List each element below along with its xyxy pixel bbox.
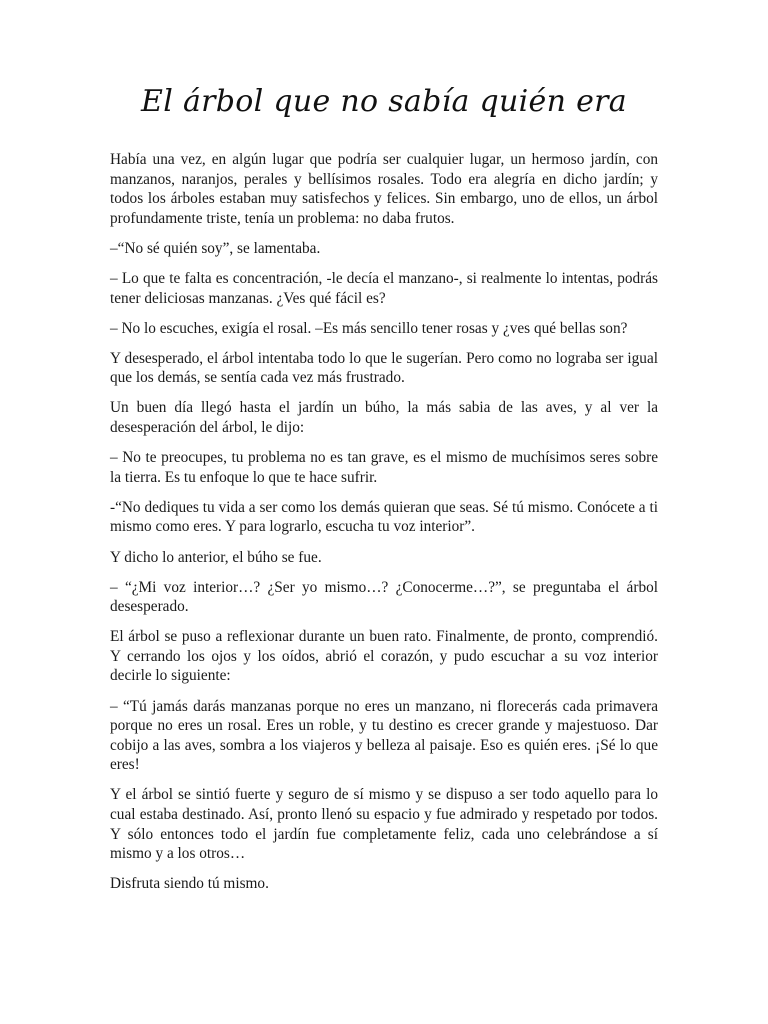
paragraph-7: – No te preocupes, tu problema no es tan grave, es el mismo de muchísimos seres sobre la tierra. Es tu enfoque lo que te hace sufrir.: [110, 449, 658, 486]
paragraph-5: Y desesperado, el árbol intentaba todo lo que le sugerían. Pero como no lograba ser igual que los demás, se sentía cada vez más frustrado.: [110, 349, 658, 387]
paragraph-14: Disfruta siendo tú mismo.: [110, 875, 269, 893]
paragraph-6: Un buen día llegó hasta el jardín un búho, la más sabia de las aves, y al ver la desesperación del árbol, le dijo:: [110, 399, 658, 437]
paragraph-13: Y el árbol se sintió fuerte y seguro de sí mismo y se dispuso a ser todo aquello para lo cual estaba destinado. Así, pronto llenó su espacio y fue admirado y respetado por todos. Y sólo entonces todo el jardín fue completamente feliz, cada uno celebrándose a sí mismo y a los otros…: [110, 786, 658, 863]
story-body: [110, 150, 658, 904]
paragraph-3: – Lo que te falta es concentración, -le decía el manzano-, si realmente lo intentas, podrás tener deliciosas manzanas. ¿Ves qué fácil es?: [110, 269, 658, 307]
paragraph-2: –“No sé quién soy”, se lamentaba.: [110, 239, 321, 257]
paragraph-4: – No lo escuches, exigía el rosal. –Es más sencillo tener rosas y ¿ves qué bellas son?: [110, 319, 628, 337]
paragraph-8: -“No dediques tu vida a ser como los demás quieran que seas. Sé tú mismo. Conócete a ti mismo como eres. Y para lograrlo, escucha tu voz interior”.: [110, 498, 658, 536]
paragraph-9: Y dicho lo anterior, el búho se fue.: [110, 548, 322, 566]
paragraph-1: Había una vez, en algún lugar que podría ser cualquier lugar, un hermoso jardín, con manzanos, naranjos, perales y bellísimos rosales. Todo era alegría en dicho jardín; y todos los árboles estaban muy satisfechos y felices. Sin embargo, uno de ellos, un árbol profundamente triste, tenía un problema: no daba frutos.: [110, 151, 658, 227]
paragraph-12: – “Tú jamás darás manzanas porque no eres un manzano, ni florecerás cada primavera porque no eres un rosal. Eres un roble, y tu destino es crecer grande y majestuoso. Dar cobijo a las aves, sombra a los viajeros y belleza al paisaje. Eso es quién eres. ¡Sé lo que eres!: [110, 697, 658, 774]
paragraph-10: – “¿Mi voz interior…? ¿Ser yo mismo…? ¿Conocerme…?”, se preguntaba el árbol desesperado.: [110, 578, 658, 616]
page-title: El árbol que no sabía quién era: [141, 84, 627, 119]
paragraph-11: El árbol se puso a reflexionar durante un buen rato. Finalmente, de pronto, comprendió. Y cerrando los ojos y los oídos, abrió el corazón, y pudo escuchar a su voz interior decirle lo siguiente:: [110, 628, 658, 685]
